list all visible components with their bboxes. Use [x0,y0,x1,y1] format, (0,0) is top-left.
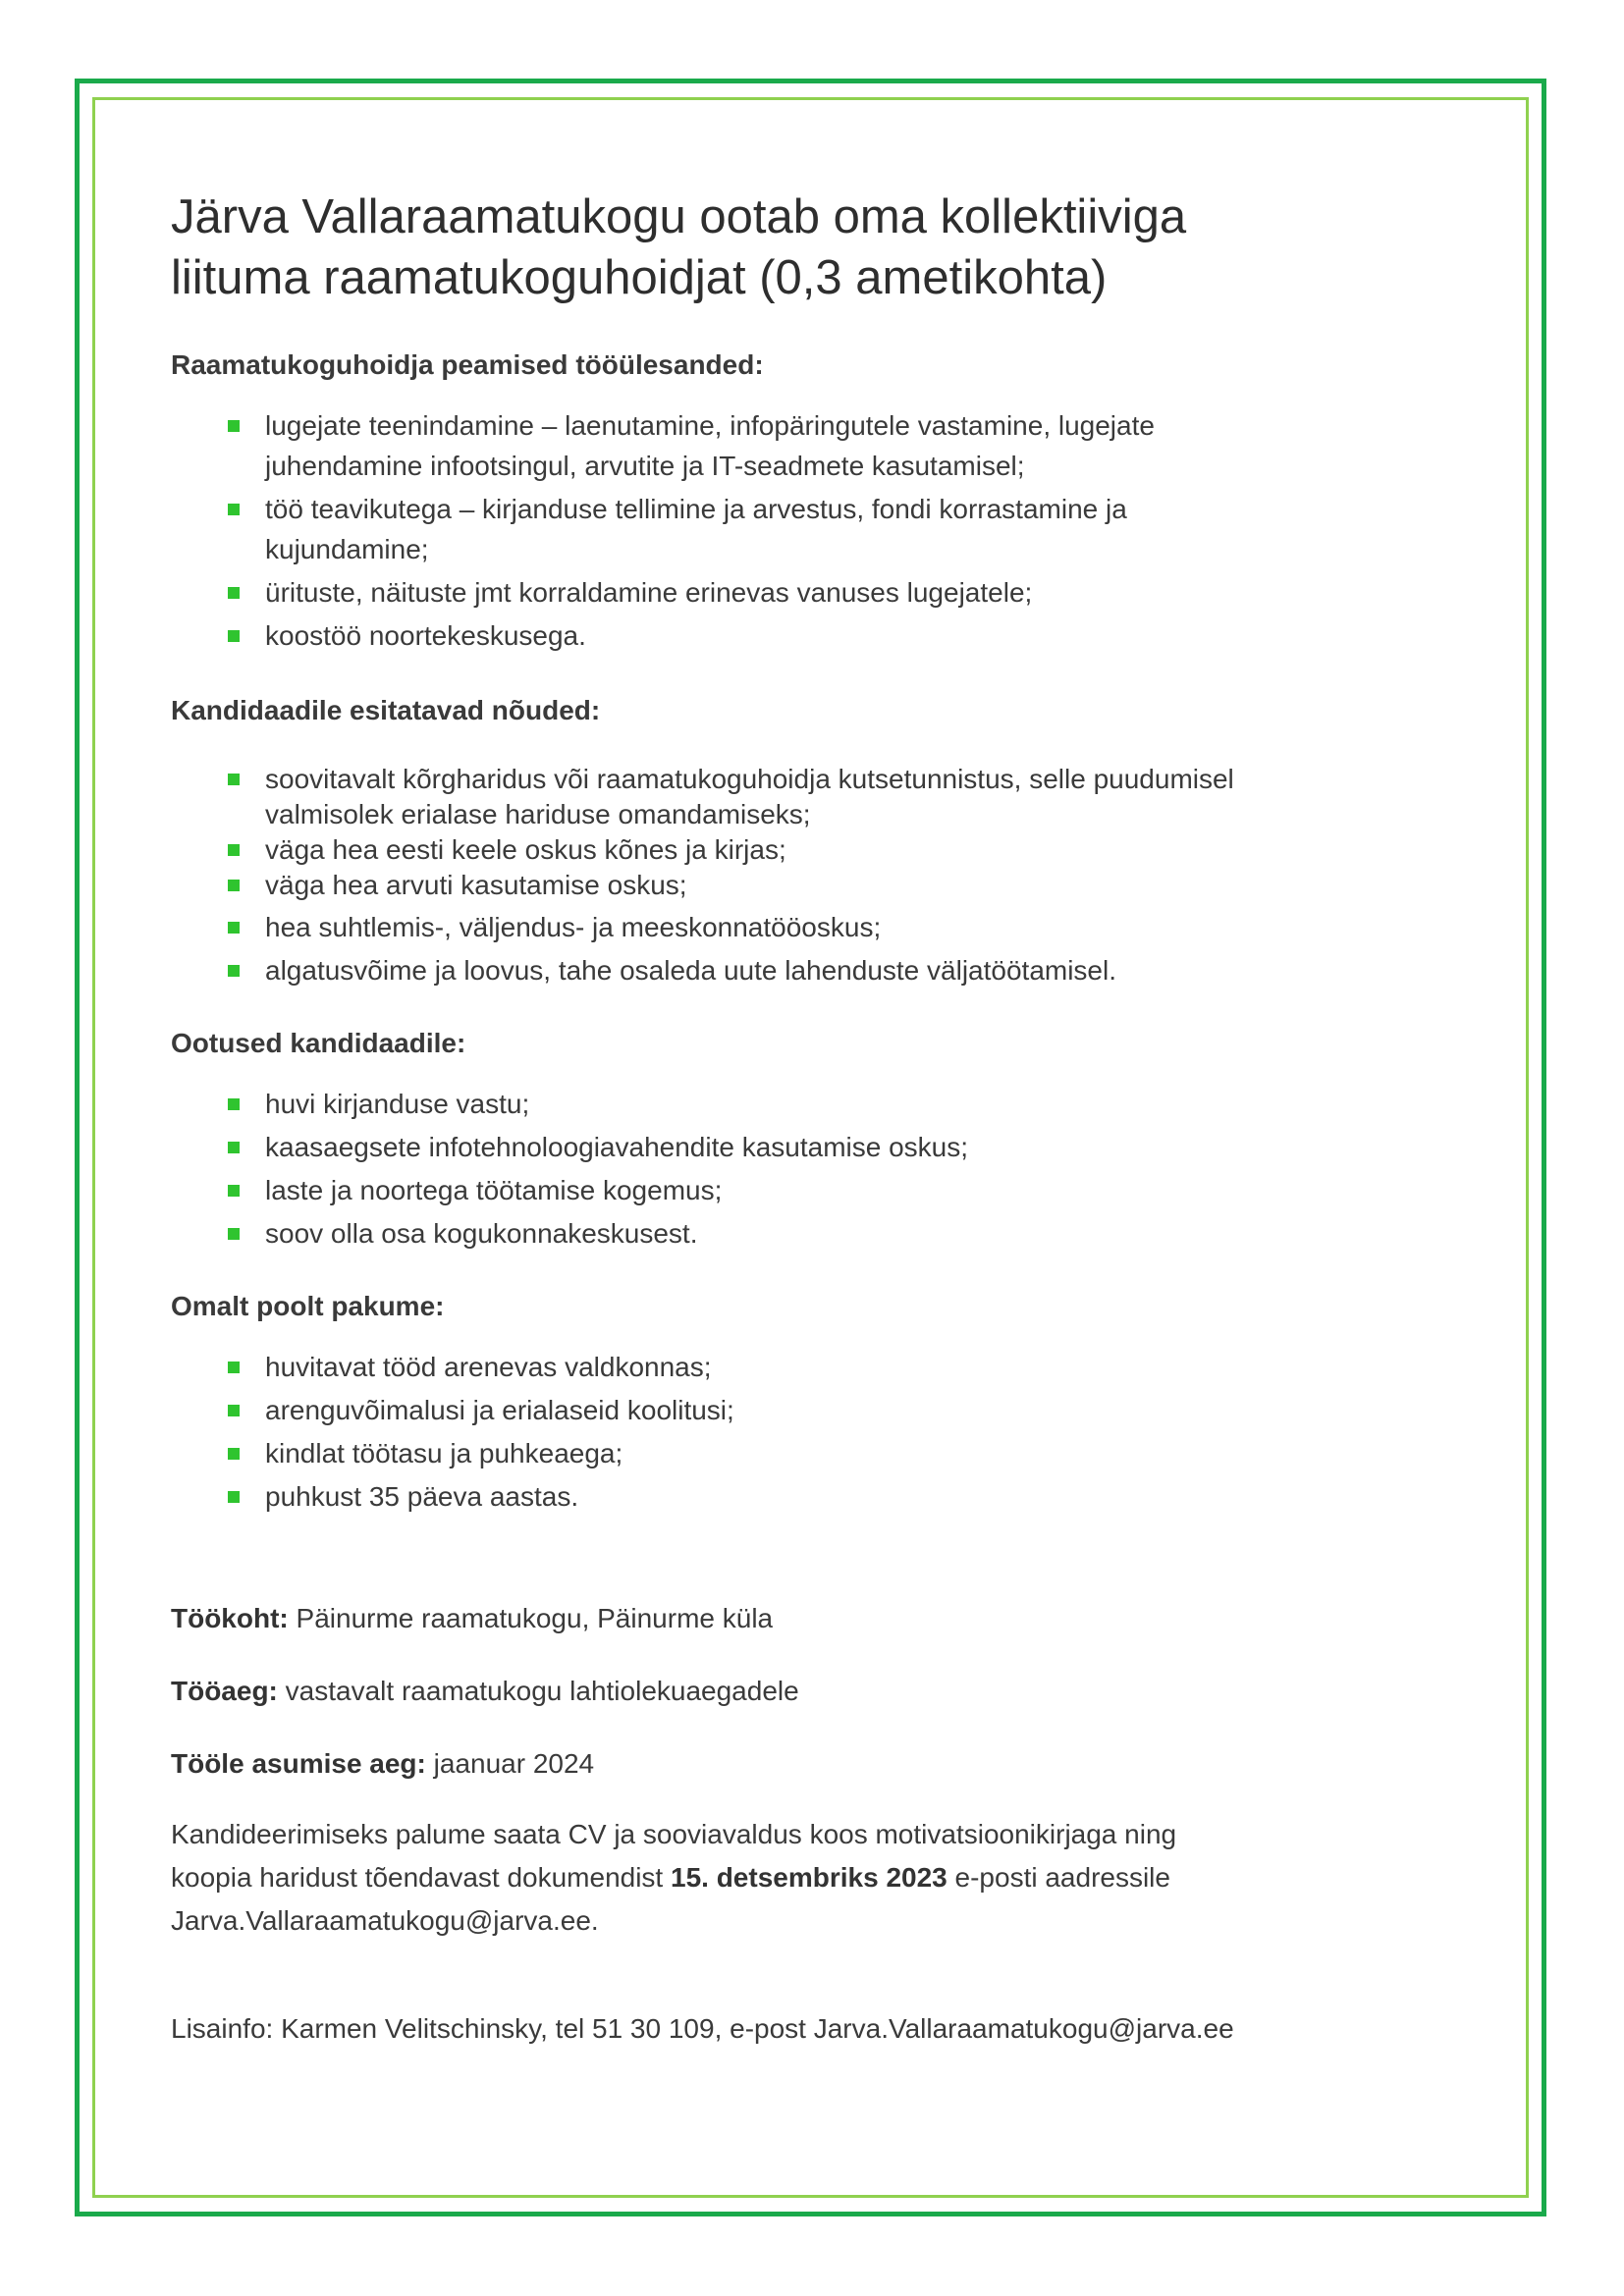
start-date-label: Tööle asumise aeg: [171,1748,426,1779]
square-bullet-icon [228,587,240,599]
square-bullet-icon [228,965,240,977]
square-bullet-icon [228,844,240,856]
square-bullet-icon [228,1491,240,1503]
list-item: arenguvõimalusi ja erialaseid koolitusi; [265,1390,1467,1430]
section-heading: Kandidaadile esitatavad nõuded: [171,695,601,725]
workplace-line [171,1601,1467,1636]
application-line-2-after: e-posti aadressile [947,1862,1170,1893]
list-item: huvitavat tööd arenevas valdkonnas; [265,1347,1467,1387]
list-item: töö teavikutega – kirjanduse tellimine ja arvestus, fondi korrastamine ja kujundamine; [265,489,1467,569]
application-line-1: Kandideerimiseks palume saata CV ja sooviavaldus koos motivatsioonikirjaga ning [171,1819,1177,1849]
offers-list [171,1347,1467,1517]
job-posting [171,187,1467,2047]
square-bullet-icon [228,1405,240,1416]
title-line-2: liituma raamatukoguhoidjat (0,3 ametikohta) [171,251,1108,304]
duties-list [171,405,1467,656]
page-title [171,187,1467,308]
list-item: lugejate teenindamine – laenutamine, infopäringutele vastamine, lugejate juhendamine infootsingul, arvutite ja IT-seadmete kasutamisel; [265,405,1467,486]
list-item: algatusvõime ja loovus, tahe osaleda uute lahenduste väljatöötamisel. [265,950,1467,990]
square-bullet-icon [228,1098,240,1110]
section-heading: Ootused kandidaadile: [171,1028,466,1058]
square-bullet-icon [228,420,240,432]
list-item: koostöö noortekeskusega. [265,615,1467,656]
square-bullet-icon [228,1362,240,1373]
requirements-list [171,762,1467,990]
title-line-1: Järva Vallaraamatukogu ootab oma kollektiiviga [171,190,1187,243]
section-requirements [171,693,1467,990]
list-item: kaasaegsete infotehnoloogiavahendite kasutamise oskus; [265,1127,1467,1167]
list-item: väga hea arvuti kasutamise oskus; [265,868,1467,903]
square-bullet-icon [228,1448,240,1460]
section-heading: Raamatukoguhoidja peamised tööülesanded: [171,349,764,380]
list-item: väga hea eesti keele oskus kõnes ja kirjas; [265,832,1467,868]
list-item: ürituste, näituste jmt korraldamine erinevas vanuses lugejatele; [265,572,1467,613]
list-item: kindlat töötasu ja puhkeaega; [265,1433,1467,1473]
application-line-2-before: koopia haridust tõendavast dokumendist [171,1862,671,1893]
square-bullet-icon [228,880,240,891]
workplace-label: Töökoht: [171,1603,289,1633]
contact-info: Lisainfo: Karmen Velitschinsky, tel 51 30 109, e-post Jarva.Vallaraamatukogu@jarva.ee [171,2013,1234,2044]
list-item: puhkust 35 päeva aastas. [265,1476,1467,1517]
square-bullet-icon [228,1185,240,1197]
square-bullet-icon [228,922,240,934]
list-item: soovitavalt kõrgharidus või raamatukoguhoidja kutsetunnistus, selle puudumisel valmisolek erialase hariduse omandamiseks; [265,762,1467,832]
worktime-line [171,1674,1467,1709]
workplace-value: Päinurme raamatukogu, Päinurme küla [288,1603,774,1633]
section-offers [171,1289,1467,1517]
square-bullet-icon [228,774,240,785]
square-bullet-icon [228,1228,240,1240]
list-item: laste ja noortega töötamise kogemus; [265,1170,1467,1210]
section-duties [171,347,1467,656]
application-deadline: 15. detsembriks 2023 [671,1862,947,1893]
start-date-value: jaanuar 2024 [425,1748,595,1779]
application-paragraph [171,1813,1467,1943]
worktime-label: Tööaeg: [171,1676,278,1706]
square-bullet-icon [228,630,240,642]
list-item: hea suhtlemis-, väljendus- ja meeskonnatööoskus; [265,907,1467,947]
worktime-value: vastavalt raamatukogu lahtiolekuaegadele [277,1676,799,1706]
section-expectations [171,1026,1467,1254]
list-item: huvi kirjanduse vastu; [265,1084,1467,1124]
square-bullet-icon [228,504,240,515]
application-email: Jarva.Vallaraamatukogu@jarva.ee. [171,1905,599,1936]
section-heading: Omalt poolt pakume: [171,1291,445,1321]
square-bullet-icon [228,1142,240,1153]
expectations-list [171,1084,1467,1254]
start-date-line [171,1746,1467,1782]
list-item: soov olla osa kogukonnakeskusest. [265,1213,1467,1254]
